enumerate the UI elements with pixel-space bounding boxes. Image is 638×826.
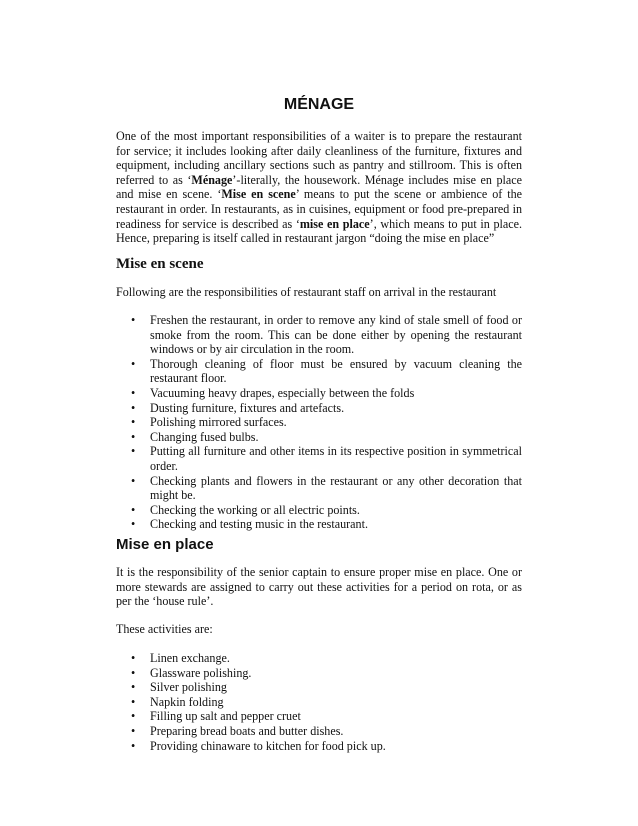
heading-mise-en-scene: Mise en scene <box>116 256 204 272</box>
intro-text-3: ’ means to put the scene or ambience of the restaurant in order. In restaurants, as in cuisines, equipment or food pre-prepared in readiness for service is described as ‘ <box>116 187 523 231</box>
bullet-icon: • <box>131 723 136 738</box>
list-item: • Checking the working or all electric points. <box>131 502 360 517</box>
bullet-icon: • <box>131 738 136 753</box>
list-item: • Dusting furniture, fixtures and artefacts. <box>131 400 345 415</box>
list-item: • Checking plants and flowers in the restaurant or any other decoration that might be. <box>131 473 522 503</box>
bullet-icon: • <box>131 444 136 459</box>
scene-lead: Following are the responsibilities of restaurant staff on arrival in the restaurant <box>116 285 497 299</box>
bullet-icon: • <box>131 694 136 709</box>
bullet-icon: • <box>131 385 136 400</box>
list-item: • Silver polishing <box>131 680 227 695</box>
intro-bold-mise-en-place: mise en place <box>299 216 370 231</box>
list-item: • Freshen the restaurant, in order to remove any kind of stale smell of food or smoke from the room. This can be done either by opening the restaurant windows or by air circulation in the room. <box>131 313 522 357</box>
bullet-icon: • <box>131 473 136 488</box>
intro-bold-mise-en-scene: Mise en scene <box>221 187 296 202</box>
bullet-icon: • <box>131 313 136 327</box>
scene-list <box>116 313 522 532</box>
list-item: • Filling up salt and pepper cruet <box>131 709 301 724</box>
page-title: MÉNAGE <box>283 96 355 113</box>
list-item: • Putting all furniture and other items in its respective position in symmetrical order. <box>131 444 522 473</box>
bullet-icon: • <box>131 415 136 430</box>
bullet-icon: • <box>131 665 136 680</box>
list-item: • Polishing mirrored surfaces. <box>131 415 287 430</box>
bullet-icon: • <box>131 502 136 517</box>
list-item: • Vacuuming heavy drapes, especially between the folds <box>131 385 415 400</box>
list-item: • Preparing bread boats and butter dishes. <box>131 723 344 738</box>
list-item: • Changing fused bulbs. <box>131 429 259 444</box>
list-item: • Checking and testing music in the restaurant. <box>131 517 368 532</box>
bullet-icon: • <box>131 680 136 695</box>
intro-text-2: ’-literally, the housework. Ménage includes mise en place and mise en scene. ‘ <box>116 172 522 202</box>
bullet-icon: • <box>131 651 136 665</box>
bullet-icon: • <box>131 400 136 415</box>
bullet-icon: • <box>131 356 136 371</box>
bullet-icon: • <box>131 429 136 444</box>
list-item: • Thorough cleaning of floor must be ensured by vacuum cleaning the restaurant floor. <box>131 356 522 386</box>
heading-mise-en-place: Mise en place <box>116 536 214 553</box>
intro-bold-menage: Ménage <box>191 172 233 187</box>
activities-lead: These activities are: <box>116 622 213 636</box>
place-lead: It is the responsibility of the senior captain to ensure proper mise en place. One or more stewards are assigned to carry out these activities for a period on rota, or as per the ‘house rule’. <box>116 565 522 609</box>
bullet-icon: • <box>131 517 136 532</box>
intro-text-4: ’, which means to put in place. Hence, preparing is itself called in restaurant jargon “doing the mise en place” <box>116 216 522 246</box>
bullet-icon: • <box>131 709 136 724</box>
intro-paragraph <box>116 129 522 246</box>
list-item: • Linen exchange. <box>131 651 230 665</box>
activities-list <box>116 651 522 753</box>
list-item: • Providing chinaware to kitchen for food pick up. <box>131 738 386 753</box>
list-item: • Napkin folding <box>131 694 224 709</box>
intro-text-1: One of the most important responsibilities of a waiter is to prepare the restaurant for service; it includes looking after daily cleanliness of the furniture, fixtures and equipment, including ancillary sections such as pantry and stillroom. This is often referred to as ‘ <box>116 129 522 187</box>
list-item: • Glassware polishing. <box>131 665 252 680</box>
